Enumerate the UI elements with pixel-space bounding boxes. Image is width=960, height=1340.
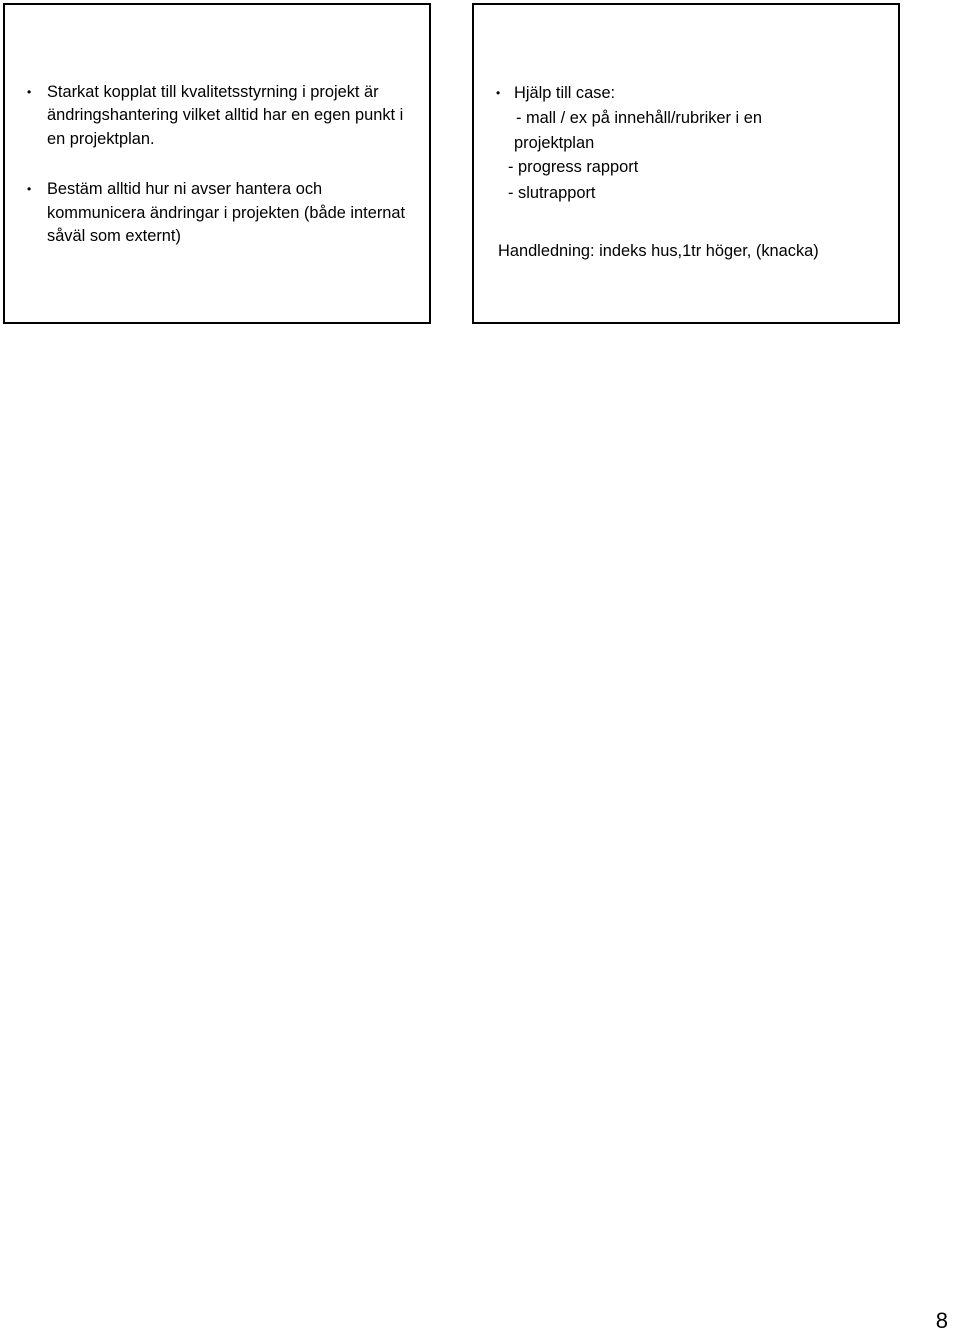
bullet-dot-icon: • — [496, 86, 501, 100]
bullet-text: Starkat kopplat till kvalitetsstyrning i projekt är ändringshantering vilket alltid har en egen punkt i en projektplan. — [47, 83, 404, 148]
bullet-dot-icon: • — [27, 85, 32, 99]
slide-left — [3, 3, 431, 324]
sub-line: - mall / ex på innehåll/rubriker i en — [516, 109, 762, 128]
sub-line: - progress rapport — [508, 157, 639, 176]
sub-lines — [508, 105, 896, 207]
bullet-dot-icon: • — [27, 182, 32, 197]
page-number: 8 — [935, 1308, 948, 1333]
slide-right — [472, 3, 900, 324]
guide-text: Handledning: indeks hus,1tr höger, (knacka) — [498, 242, 819, 260]
bullet-item — [496, 82, 896, 207]
sub-line-continuation: projektplan — [514, 133, 595, 152]
sub-line: - slutrapport — [508, 184, 596, 203]
bullet-item — [27, 178, 417, 248]
bullet-list — [496, 82, 896, 207]
bullet-item — [27, 81, 417, 151]
bullet-heading: Hjälp till case: — [514, 84, 616, 102]
bullet-text: Bestäm alltid hur ni avser hantera och kommunicera ändringar i projekten (både internat såväl som externt) — [47, 180, 406, 246]
bullet-list — [27, 81, 417, 248]
